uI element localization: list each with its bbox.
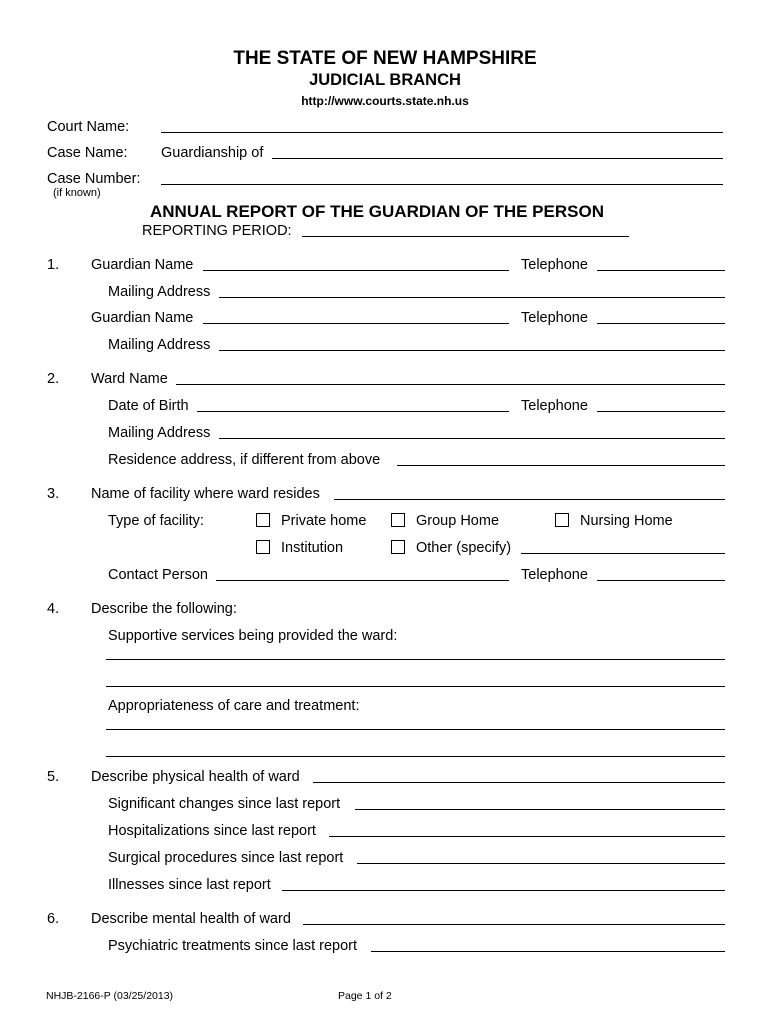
other-checkbox[interactable] <box>391 540 405 554</box>
guardian-telephone-label-1: Telephone <box>521 257 588 273</box>
section-3-number: 3. <box>47 486 60 502</box>
other-label: Other (specify) <box>416 540 512 556</box>
form-id: NHJB-2166-P (03/25/2013) <box>46 990 174 1002</box>
physical-health-field[interactable] <box>313 782 725 783</box>
private-home-checkbox[interactable] <box>256 513 270 527</box>
nursing-home-checkbox[interactable] <box>555 513 569 527</box>
surgical-procedures-field[interactable] <box>357 863 725 864</box>
guardian-telephone-field-1[interactable] <box>597 270 725 271</box>
institution-label: Institution <box>281 540 344 556</box>
surgical-procedures-label: Surgical procedures since last report <box>108 850 344 866</box>
ward-telephone-label: Telephone <box>521 398 588 414</box>
report-title: ANNUAL REPORT OF THE GUARDIAN OF THE PERSON <box>150 202 604 221</box>
guardian-mailing-field-2[interactable] <box>219 350 725 351</box>
case-name-label: Case Name: <box>47 145 128 161</box>
reporting-period-field[interactable] <box>302 236 629 237</box>
psychiatric-treatments-field[interactable] <box>371 951 725 952</box>
case-number-label: Case Number: <box>47 171 141 187</box>
significant-changes-label: Significant changes since last report <box>108 796 341 812</box>
case-number-field[interactable] <box>161 184 723 185</box>
group-home-label: Group Home <box>416 513 500 529</box>
institution-checkbox[interactable] <box>256 540 270 554</box>
if-known-note: (if known) <box>53 187 101 199</box>
psychiatric-treatments-label: Psychiatric treatments since last report <box>108 938 358 954</box>
supportive-services-label: Supportive services being provided the ward: <box>108 628 398 644</box>
significant-changes-field[interactable] <box>355 809 725 810</box>
guardian-mailing-field-1[interactable] <box>219 297 725 298</box>
mental-health-field[interactable] <box>303 924 725 925</box>
guardian-name-field-2[interactable] <box>203 323 509 324</box>
appropriateness-field-1[interactable] <box>106 729 725 730</box>
supportive-services-field-2[interactable] <box>106 686 725 687</box>
court-name-label: Court Name: <box>47 119 130 135</box>
court-name-field[interactable] <box>161 132 723 133</box>
form-state-title: THE STATE OF NEW HAMPSHIRE <box>233 48 537 69</box>
case-name-field[interactable] <box>272 158 723 159</box>
page-number: Page 1 of 2 <box>338 990 392 1002</box>
guardian-name-label-1: Guardian Name <box>91 257 194 273</box>
facility-type-label: Type of facility: <box>108 513 204 529</box>
ward-name-field[interactable] <box>176 384 725 385</box>
guardian-mailing-label-1: Mailing Address <box>108 284 211 300</box>
physical-health-label: Describe physical health of ward <box>91 769 300 785</box>
other-specify-field[interactable] <box>521 553 725 554</box>
ward-mailing-label: Mailing Address <box>108 425 211 441</box>
facility-name-field[interactable] <box>334 499 725 500</box>
ward-telephone-field[interactable] <box>597 411 725 412</box>
guardian-name-field-1[interactable] <box>203 270 509 271</box>
form-branch-title: JUDICIAL BRANCH <box>309 71 461 89</box>
hospitalizations-label: Hospitalizations since last report <box>108 823 316 839</box>
appropriateness-field-2[interactable] <box>106 756 725 757</box>
ward-residence-label: Residence address, if different from above <box>108 452 381 468</box>
guardian-telephone-field-2[interactable] <box>597 323 725 324</box>
illnesses-label: Illnesses since last report <box>108 877 271 893</box>
guardian-mailing-label-2: Mailing Address <box>108 337 211 353</box>
contact-telephone-label: Telephone <box>521 567 588 583</box>
illnesses-field[interactable] <box>282 890 725 891</box>
ward-name-label: Ward Name <box>91 371 168 387</box>
section-4-number: 4. <box>47 601 60 617</box>
section-6-number: 6. <box>47 911 60 927</box>
contact-person-field[interactable] <box>216 580 509 581</box>
hospitalizations-field[interactable] <box>329 836 725 837</box>
nursing-home-label: Nursing Home <box>580 513 673 529</box>
appropriateness-label: Appropriateness of care and treatment: <box>108 698 360 714</box>
mental-health-label: Describe mental health of ward <box>91 911 291 927</box>
ward-mailing-field[interactable] <box>219 438 725 439</box>
guardian-name-label-2: Guardian Name <box>91 310 194 326</box>
ward-dob-label: Date of Birth <box>108 398 189 414</box>
private-home-label: Private home <box>281 513 367 529</box>
section-5-number: 5. <box>47 769 60 785</box>
supportive-services-field-1[interactable] <box>106 659 725 660</box>
guardian-telephone-label-2: Telephone <box>521 310 588 326</box>
facility-name-label: Name of facility where ward resides <box>91 486 320 502</box>
section-2-number: 2. <box>47 371 60 387</box>
reporting-period-label: REPORTING PERIOD: <box>142 223 292 239</box>
contact-telephone-field[interactable] <box>597 580 725 581</box>
court-url: http://www.courts.state.nh.us <box>301 94 469 108</box>
ward-residence-field[interactable] <box>397 465 725 466</box>
group-home-checkbox[interactable] <box>391 513 405 527</box>
contact-person-label: Contact Person <box>108 567 208 583</box>
describe-following-label: Describe the following: <box>91 601 237 617</box>
section-1-number: 1. <box>47 257 60 273</box>
ward-dob-field[interactable] <box>197 411 509 412</box>
case-name-prefix: Guardianship of <box>161 145 264 161</box>
